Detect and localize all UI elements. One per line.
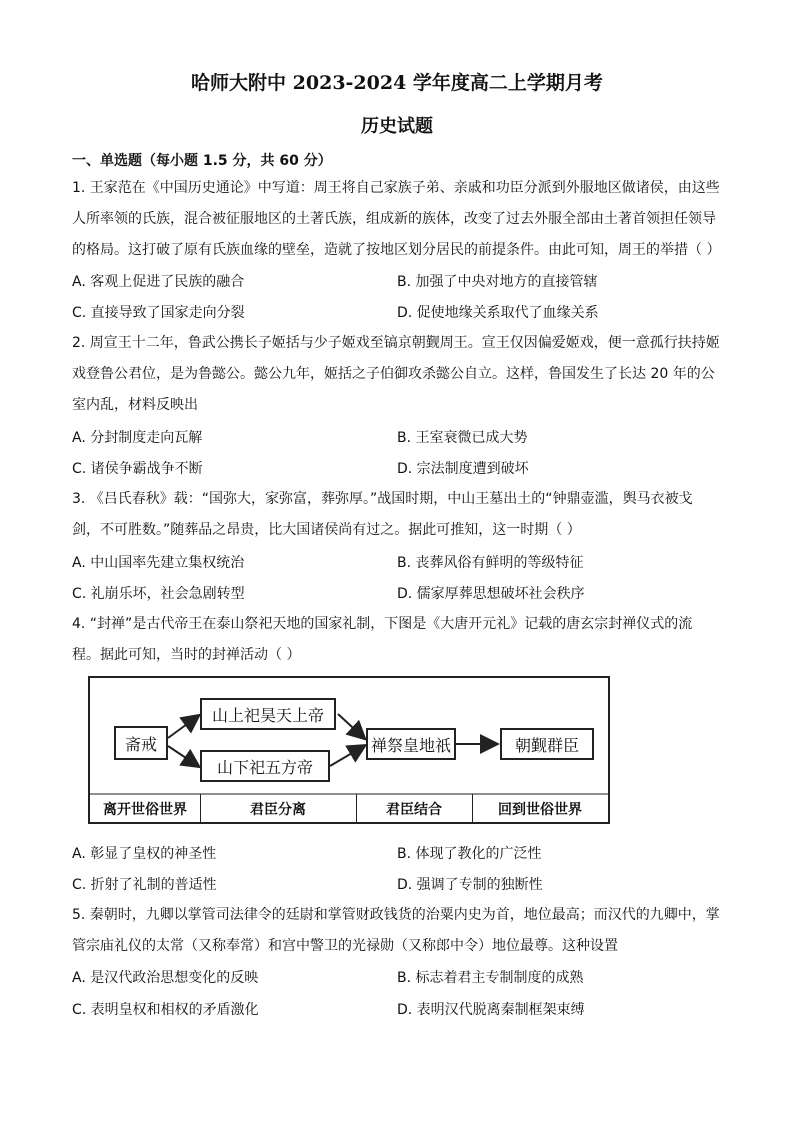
- section-heading: 一、单选题（每小题 1.5 分，共 60 分）: [72, 153, 332, 169]
- question-text-line: 人所率领的氏族，混合被征服地区的土著氏族，组成新的族体，改变了过去外服全部由土著首领担任领导: [72, 211, 716, 227]
- option-d[interactable]: D. 促使地缘关系取代了血缘关系: [397, 305, 599, 321]
- question-text-line: 管宗庙礼仪的太常（又称奉常）和宫中警卫的光禄勋（又称郎中令）地位最尊。这种设置: [72, 938, 618, 954]
- exam-subtitle: 历史试题: [361, 116, 433, 137]
- question-text-line: 2. 周宣王十二年，鲁武公携长子姬括与少子姬戏至镐京朝觐周王。宣王仅因偏爱姬戏，便一意孤行扶持姬: [72, 335, 720, 351]
- question-text-line: 3. 《吕氏春秋》载：“国弥大，家弥富，葬弥厚。”战国时期，中山王墓出土的“钟鼎壶滥，舆马衣被戈: [72, 491, 693, 507]
- exam-title: 哈师大附中 2023-2024 学年度高二上学期月考: [191, 72, 603, 94]
- question-text-line: 戏登鲁公君位，是为鲁懿公。懿公九年，姬括之子伯御攻杀懿公自立。这样，鲁国发生了长达 20 年的公: [72, 366, 715, 382]
- option-d[interactable]: D. 儒家厚葬思想破坏社会秩序: [397, 586, 585, 602]
- option-b[interactable]: B. 丧葬风俗有鲜明的等级特征: [397, 555, 584, 571]
- fengshan-flow-diagram: [88, 676, 610, 824]
- step-lower-sacrifice: 山下祀五方帝: [200, 750, 330, 782]
- question-text-line: 程。据此可知，当时的封禅活动（ ）: [72, 647, 301, 663]
- option-a[interactable]: A. 是汉代政治思想变化的反映: [72, 970, 259, 986]
- option-a[interactable]: A. 客观上促进了民族的融合: [72, 274, 245, 290]
- stage-label: 离开世俗世界: [103, 802, 187, 818]
- option-c[interactable]: C. 礼崩乐坏，社会急剧转型: [72, 586, 245, 602]
- question-text-line: 4. “封禅”是古代帝王在泰山祭祀天地的国家礼制，下图是《大唐开元礼》记载的唐玄宗封禅仪式的流: [72, 616, 693, 632]
- question-text-line: 剑，不可胜数。”随葬品之昂贵，比大国诸侯尚有过之。据此可推知，这一时期（ ）: [72, 522, 581, 538]
- option-a[interactable]: A. 彰显了皇权的神圣性: [72, 846, 217, 862]
- option-c[interactable]: C. 诸侯争霸战争不断: [72, 461, 203, 477]
- option-b[interactable]: B. 体现了教化的广泛性: [397, 846, 542, 862]
- option-b[interactable]: B. 王室衰微已成大势: [397, 430, 528, 446]
- arrow-fast-to-upper: [168, 716, 198, 738]
- option-b[interactable]: B. 标志着君主专制制度的成熟: [397, 970, 584, 986]
- step-earth-sacrifice: 禅祭皇地祇: [366, 728, 456, 760]
- option-a[interactable]: A. 中山国率先建立集权统治: [72, 555, 245, 571]
- option-b[interactable]: B. 加强了中央对地方的直接管辖: [397, 274, 598, 290]
- option-d[interactable]: D. 宗法制度遭到破坏: [397, 461, 529, 477]
- option-c[interactable]: C. 直接导致了国家走向分裂: [72, 305, 245, 321]
- question-text-line: 室内乱，材料反映出: [72, 397, 198, 413]
- option-d[interactable]: D. 强调了专制的独断性: [397, 877, 543, 893]
- stage-label: 君臣结合: [386, 802, 442, 818]
- option-a[interactable]: A. 分封制度走向瓦解: [72, 430, 203, 446]
- option-c[interactable]: C. 表明皇权和相权的矛盾激化: [72, 1002, 259, 1018]
- arrow-fast-to-lower: [168, 746, 198, 766]
- question-text-line: 1. 王家范在《中国历史通论》中写道：周王将自己家族子弟、亲戚和功臣分派到外服地区做诸侯，由这些: [72, 180, 720, 196]
- step-fast: 斋戒: [114, 726, 168, 760]
- question-text-line: 5. 秦朝时，九卿以掌管司法律令的廷尉和掌管财政钱货的治粟内史为首，地位最高；而汉代的九卿中，掌: [72, 907, 720, 923]
- arrow-lower-to-earth: [330, 746, 364, 766]
- stage-label: 回到世俗世界: [498, 802, 582, 818]
- arrow-upper-to-earth: [338, 714, 364, 738]
- stage-label: 君臣分离: [250, 802, 306, 818]
- step-court-audience: 朝觐群臣: [500, 728, 594, 760]
- question-text-line: 的格局。这打破了原有氏族血缘的壁垒，造就了按地区划分居民的前提条件。由此可知，周王的举措（ ）: [72, 242, 721, 258]
- option-c[interactable]: C. 折射了礼制的普适性: [72, 877, 217, 893]
- step-upper-sacrifice: 山上祀昊天上帝: [200, 698, 336, 730]
- option-d[interactable]: D. 表明汉代脱离秦制框架束缚: [397, 1002, 585, 1018]
